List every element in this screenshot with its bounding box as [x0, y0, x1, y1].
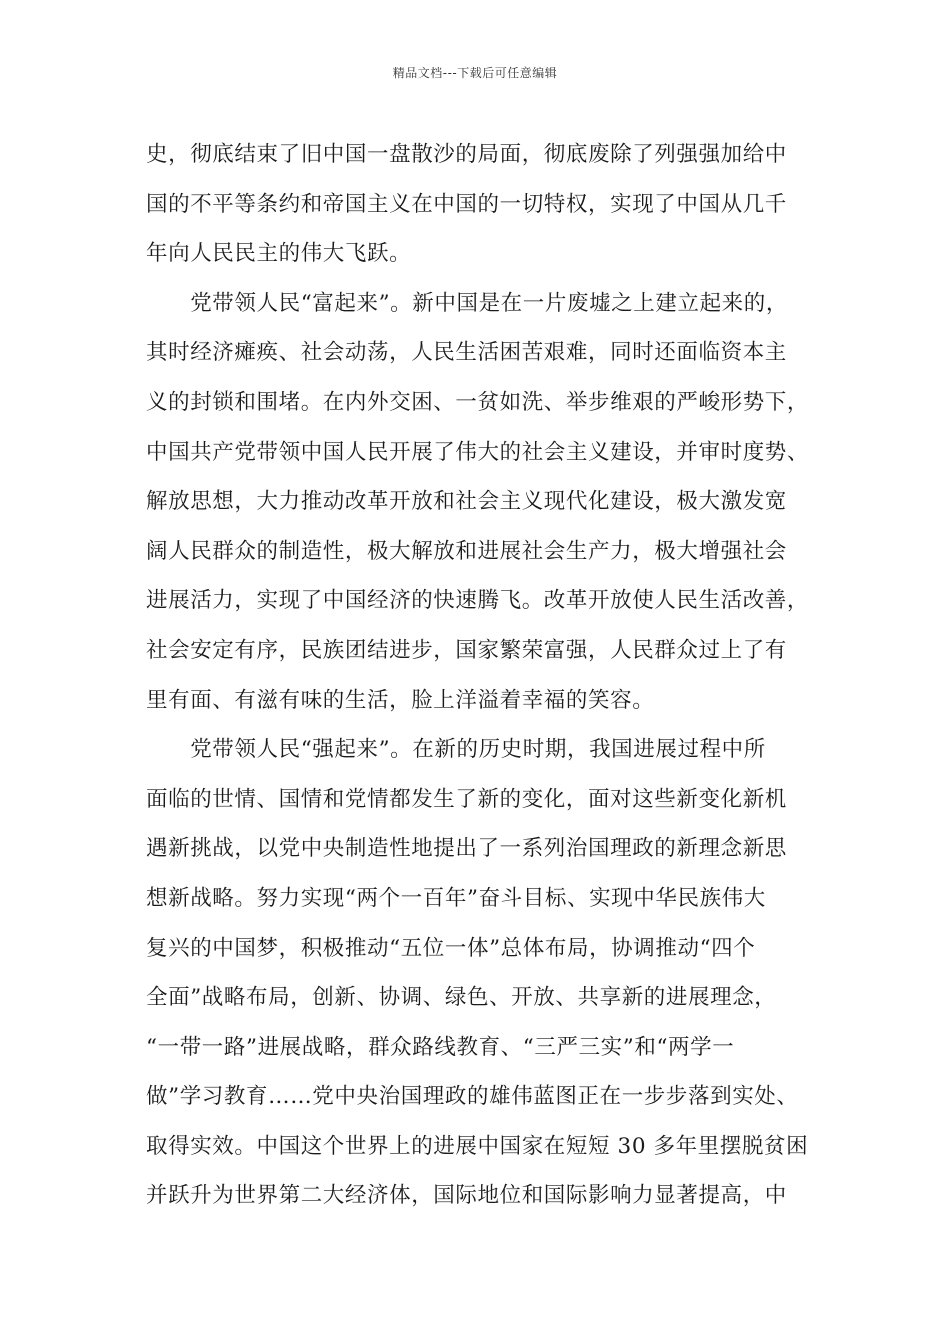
- page-header: 精品文档---下载后可任意编辑: [392, 66, 558, 80]
- text-line: 进展活力，实现了中国经济的快速腾飞。改革开放使人民生活改善，: [146, 588, 810, 614]
- text-line: 遇新挑战，以党中央制造性地提出了一系列治国理政的新理念新思: [146, 836, 787, 862]
- text-line: 社会安定有序，民族团结进步，国家繁荣富强，人民群众过上了有: [146, 637, 787, 663]
- text-line: 取得实效。中国这个世界上的进展中国家在短短 30 多年里摆脱贫困: [146, 1133, 809, 1159]
- text-line: “一带一路”进展战略，群众路线教育、“三严三实”和“两学一: [146, 1034, 735, 1060]
- text-line: 里有面、有滋有味的生活，脸上洋溢着幸福的笑容。: [146, 687, 655, 713]
- text-line: 并跃升为世界第二大经济体，国际地位和国际影响力显著提高，中: [146, 1183, 787, 1209]
- text-line: 其时经济瘫痪、社会动荡，人民生活困苦艰难，同时还面临资本主: [146, 340, 787, 366]
- body-text: [146, 130, 822, 1221]
- text-line: 全面”战略布局，创新、协调、绿色、开放、共享新的进展理念，: [146, 985, 777, 1011]
- text-line: 复兴的中国梦，积极推动“五位一体”总体布局，协调推动“四个: [146, 935, 756, 961]
- text-line: 想新战略。努力实现“两个一百年”奋斗目标、实现中华民族伟大: [146, 885, 766, 911]
- text-line: 国的不平等条约和帝国主义在中国的一切特权，实现了中国从几千: [146, 191, 787, 217]
- paragraph-start-line: 党带领人民“强起来”。在新的历史时期，我国进展过程中所: [146, 737, 766, 763]
- paragraph-start-line: 党带领人民“富起来”。新中国是在一片废墟之上建立起来的，: [146, 290, 788, 316]
- text-line: 中国共产党带领中国人民开展了伟大的社会主义建设，并审时度势、: [146, 439, 810, 465]
- text-line: 史，彻底结束了旧中国一盘散沙的局面，彻底废除了列强强加给中: [146, 142, 787, 167]
- text-line: 面临的世情、国情和党情都发生了新的变化，面对这些新变化新机: [146, 786, 787, 812]
- text-line: 做”学习教育……党中央治国理政的雄伟蓝图正在一步步落到实处、: [146, 1084, 799, 1110]
- text-line: 年向人民民主的伟大飞跃。: [146, 241, 412, 267]
- text-line: 解放思想，大力推动改革开放和社会主义现代化建设，极大激发宽: [146, 489, 787, 515]
- text-line: 义的封锁和围堵。在内外交困、一贫如洗、举步维艰的严峻形势下，: [146, 389, 810, 415]
- text-line: 阔人民群众的制造性，极大解放和进展社会生产力，极大增强社会: [146, 538, 787, 564]
